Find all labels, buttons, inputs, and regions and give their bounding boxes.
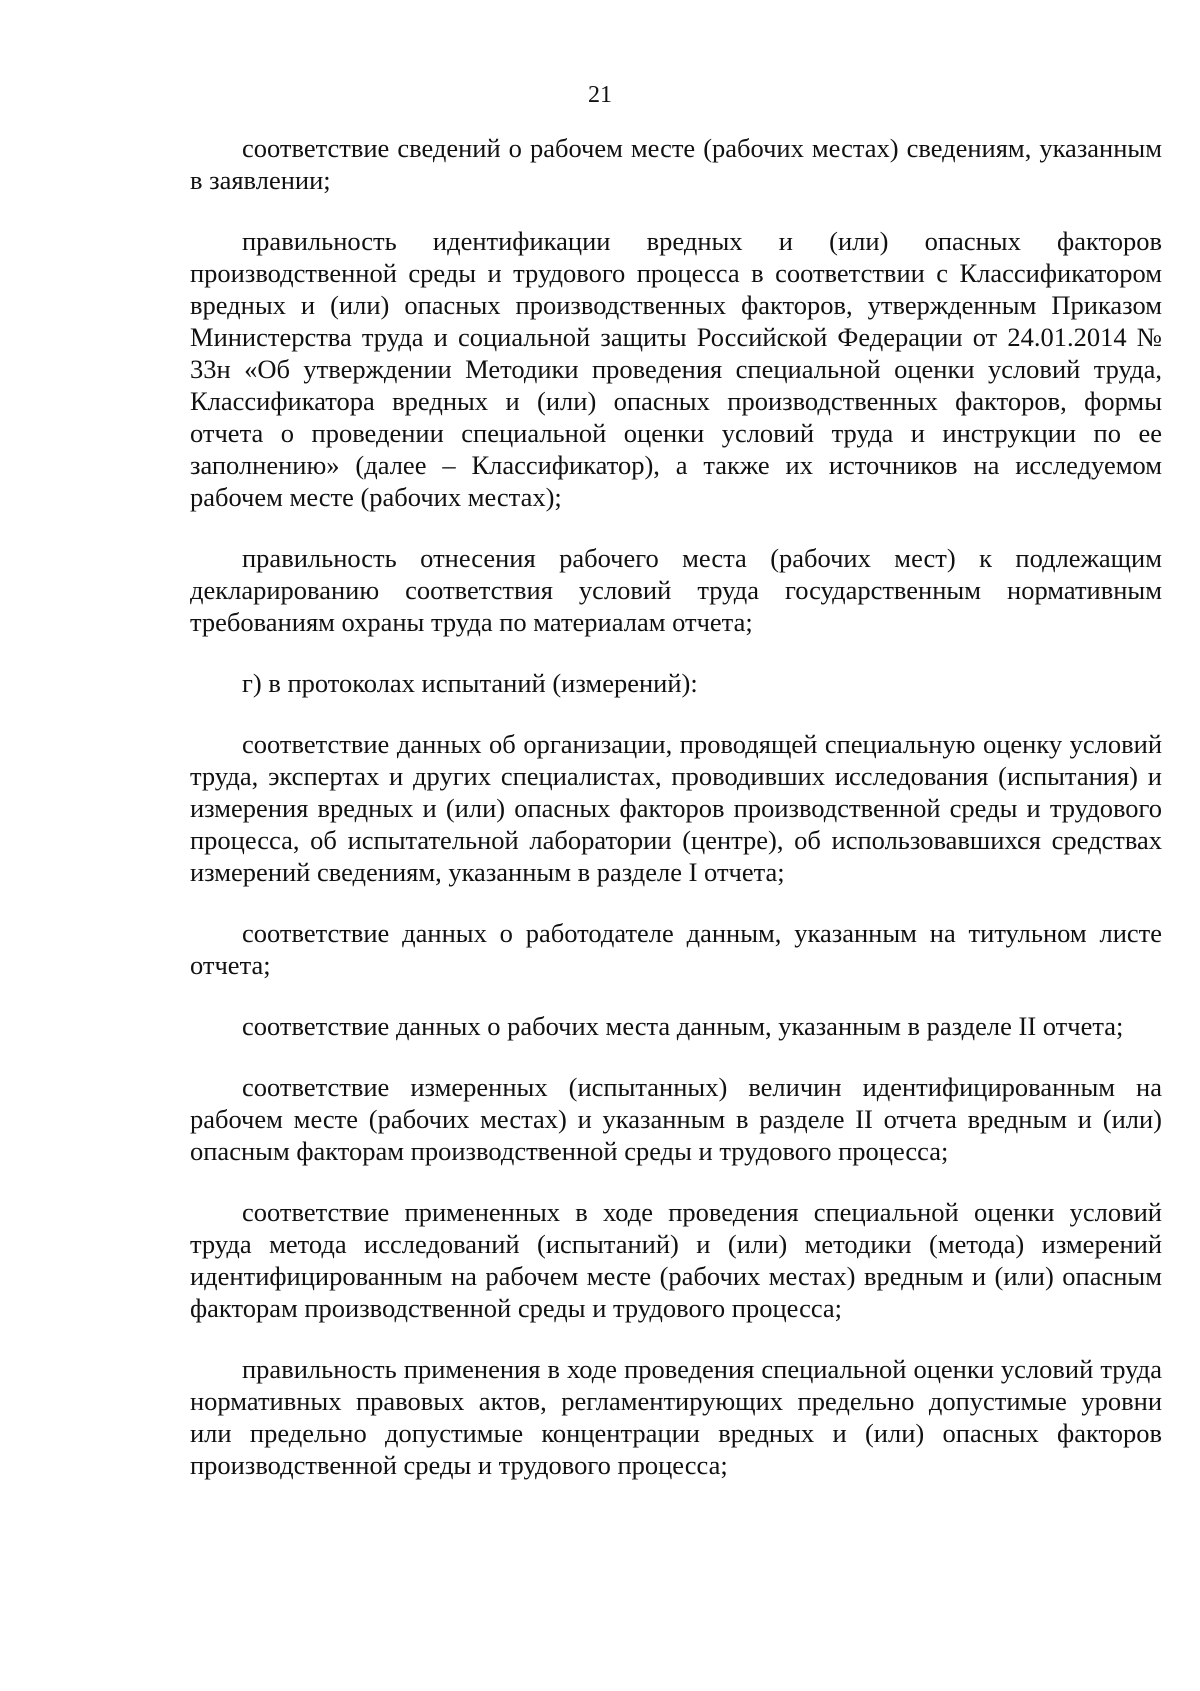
paragraph-workplace-info: соответствие сведений о рабочем месте (рабочих местах) сведениям, указанным в заявлении; — [190, 133, 1162, 195]
paragraph-applied-methods: соответствие примененных в ходе проведения специальной оценки условий труда метода исследований (испытаний) и (или) методики (метода) измерений идентифицированным на рабочем месте (рабочих местах) вредным и (или) опасным факторам производственной среды и трудового процесса; — [190, 1197, 1162, 1323]
document-body — [190, 132, 1162, 1510]
paragraph-employer-data: соответствие данных о работодателе данным, указанным на титульном листе отчета; — [190, 918, 1162, 980]
paragraph-test-protocols-heading: г) в протоколах испытаний (измерений): — [242, 668, 698, 698]
paragraph-measured-values: соответствие измеренных (испытанных) величин идентифицированным на рабочем месте (рабочих местах) и указанным в разделе II отчета вредным и (или) опасным факторам производственной среды и трудового процесса; — [190, 1072, 1162, 1166]
paragraph-factor-identification: правильность идентификации вредных и (или) опасных факторов производственной среды и трудового процесса в соответствии с Классификатором вредных и (или) опасных производственных факторов, утвержденным Приказом Министерства труда и социальной защиты Российской Федерации от 24.01.2014 № 33н «Об утверждении Методики проведения специальной оценки условий труда, Классификатора вредных и (или) опасных производственных факторов, формы отчета о проведении специальной оценки условий труда и инструкции по ее заполнению» (далее – Классификатор), а также их источников на исследуемом рабочем месте (рабочих местах); — [190, 226, 1162, 512]
page-number: 21 — [588, 82, 612, 108]
paragraph-regulatory-acts: правильность применения в ходе проведения специальной оценки условий труда нормативных правовых актов, регламентирующих предельно допустимые уровни или предельно допустимые концентрации вредных и (или) опасных факторов производственной среды и трудового процесса; — [190, 1354, 1162, 1480]
paragraph-workplace-data: соответствие данных о рабочих места данным, указанным в разделе II отчета; — [242, 1011, 1124, 1041]
paragraph-declaration-eligibility: правильность отнесения рабочего места (рабочих мест) к подлежащим декларированию соответствия условий труда государственным нормативным требованиям охраны труда по материалам отчета; — [190, 543, 1162, 637]
paragraph-organization-data: соответствие данных об организации, проводящей специальную оценку условий труда, экспертах и других специалистах, проводивших исследования (испытания) и измерения вредных и (или) опасных факторов производственной среды и трудового процесса, об испытательной лаборатории (центре), об использовавшихся средствах измерений сведениям, указанным в разделе I отчета; — [190, 729, 1162, 887]
